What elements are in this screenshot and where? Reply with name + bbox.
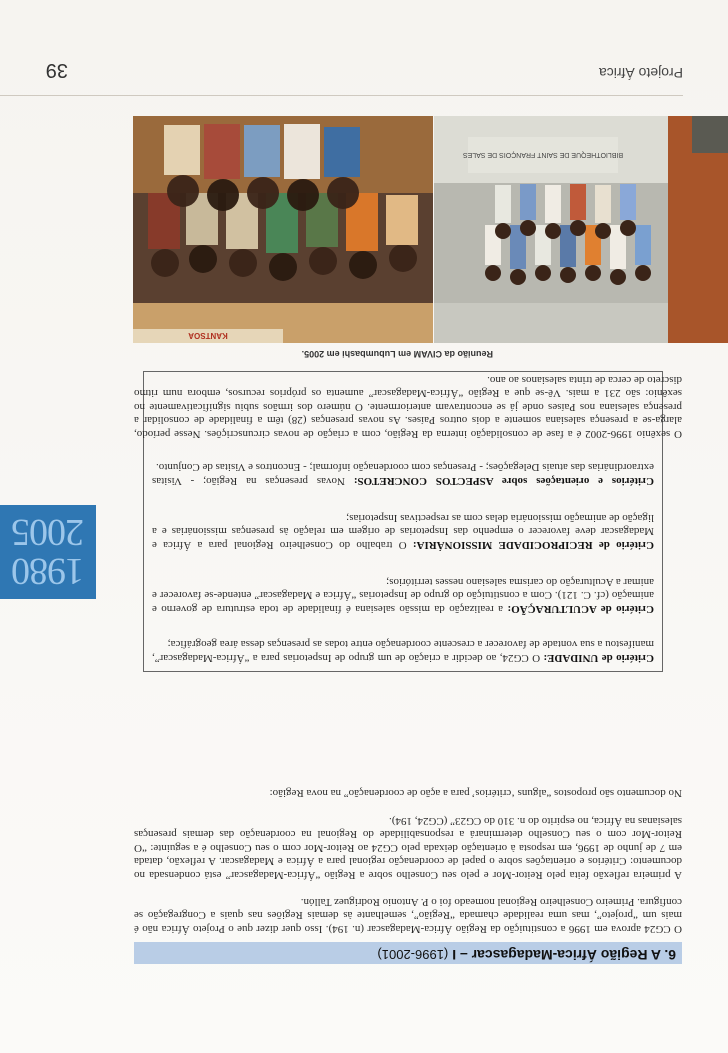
criterion-label: Critério de RECIPROCIDADE MISSIONÁRIA: bbox=[412, 539, 654, 551]
badge-year-bottom: 2005 bbox=[12, 511, 84, 553]
page-number: 39 bbox=[45, 59, 68, 81]
criterion-label: Critério de ACULTURAÇÃO: bbox=[507, 603, 654, 615]
criterion-label: Critérios e orientações sobre ASPECTOS CONCRETOS: bbox=[353, 475, 654, 487]
section-years: (1996-2001) bbox=[377, 947, 449, 962]
paragraph-3: No documento são propostos “alguns ‘critérios’ para a ação de coordenação” na nova Região: bbox=[269, 787, 682, 799]
photo-sign-left: BIBLIOTHEQUE DE SAINT FRANÇOIS DE SALES bbox=[462, 151, 624, 158]
photo-outdoor-group bbox=[434, 116, 728, 343]
year-badge bbox=[0, 505, 96, 599]
photo-caption: Reunião da CIVAM em Lubumbashi em 2005. bbox=[301, 349, 493, 359]
paragraph-2: A primeira reflexão feita pelo Reitor-Mor e pelo seu Conselho sobre a Região “África-Madagascar” está condensada no documento: Critérios e orientações sobre o papel de coordenação regional para a África e Madagascar. A reflexão, datada em 7 de junho de 1996, em resposta à orientação deixada pelo CG24 ao Reitor-Mor com o seu Conselho é a seguinte: “O Reitor-Mor com o seu Conselho determinará a responsabilidade do Regional na coordenação das demais presenças salesianas na África, no espírito do n. 310 do CG23” (CG24, 194). bbox=[134, 815, 682, 881]
section-title-text: 6. A Região África-Madagascar – I bbox=[452, 947, 676, 963]
photo-indoor-group bbox=[133, 116, 433, 343]
criterion-text: Novas presenças na Região; - Visitas extraordinárias das atuais Delegações; - Presenças com coordenação informal; - Encontros e Visitas de Conjunto. bbox=[152, 461, 654, 487]
paragraph-1: O CG24 aprova em 1996 a constituição da Região África-Madagascar (n. 194). Isso quer dizer que o Projeto África não é mais um “projeto”, mas uma realidade chamada “Região”, semelhante às demais Regiões nas quais a Congregação se configura. Primeiro Conselheiro Regional nomeado foi o P. Antonio Rodriguez Tallón. bbox=[134, 896, 682, 935]
section-title bbox=[377, 947, 676, 963]
paragraph-closing: O sexênio 1996-2002 é a fase de consolidação interna da Região, com a criação de novas circunscrições. Nesse período, alarga-se a presença salesiana somente a dois outros Países. As novas presenças (28) têm a finalidade de consolidar a presença salesiana nos Países onde já se encontravam anteriormente. O número dos irmãos subiu significativamente no sexênio: são 231 a mais. Vê-se que a Região “África-Madagascar” aumenta os próprios recursos, embora num ritmo discreto de cerca de trinta salesianos ao ano. bbox=[134, 374, 682, 440]
header-rule bbox=[0, 95, 683, 96]
criterion-acculturation bbox=[152, 575, 654, 616]
criterion-text: a realização da missão salesiana é finalidade de toda estrutura de governo e animação (cf. C. 121). Com a constituição do grupo de Inspetorias “África e Madagascar” entende-se favorecer e animar a Aculturação do carisma salesiano nesses territórios; bbox=[152, 576, 654, 615]
criterion-text: O CG24, ao decidir a criação de um grupo de Inspetorias para a “África-Madagascar”, manifestou a sua vontade de favorecer a crescente coordenação entre todas as presenças dessa área geográfica; bbox=[152, 638, 654, 664]
criterion-unity bbox=[152, 637, 654, 664]
photo-sign-right: KANTSOA bbox=[188, 331, 228, 340]
criterion-label: Critério de UNIDADE: bbox=[543, 652, 654, 664]
criterion-text: O trabalho do Conselheiro Regional para a África e Madagascar deve favorecer o empenho das Inspetorias de origem em relação às presenças missionárias e a ligação de animação missionária delas com as respectivas Inspetorias; bbox=[152, 512, 654, 551]
badge-year-top: 1980 bbox=[12, 550, 84, 592]
running-title: Projeto África bbox=[598, 65, 683, 81]
criterion-reciprocity bbox=[152, 511, 654, 552]
criterion-concrete-aspects bbox=[152, 460, 654, 487]
